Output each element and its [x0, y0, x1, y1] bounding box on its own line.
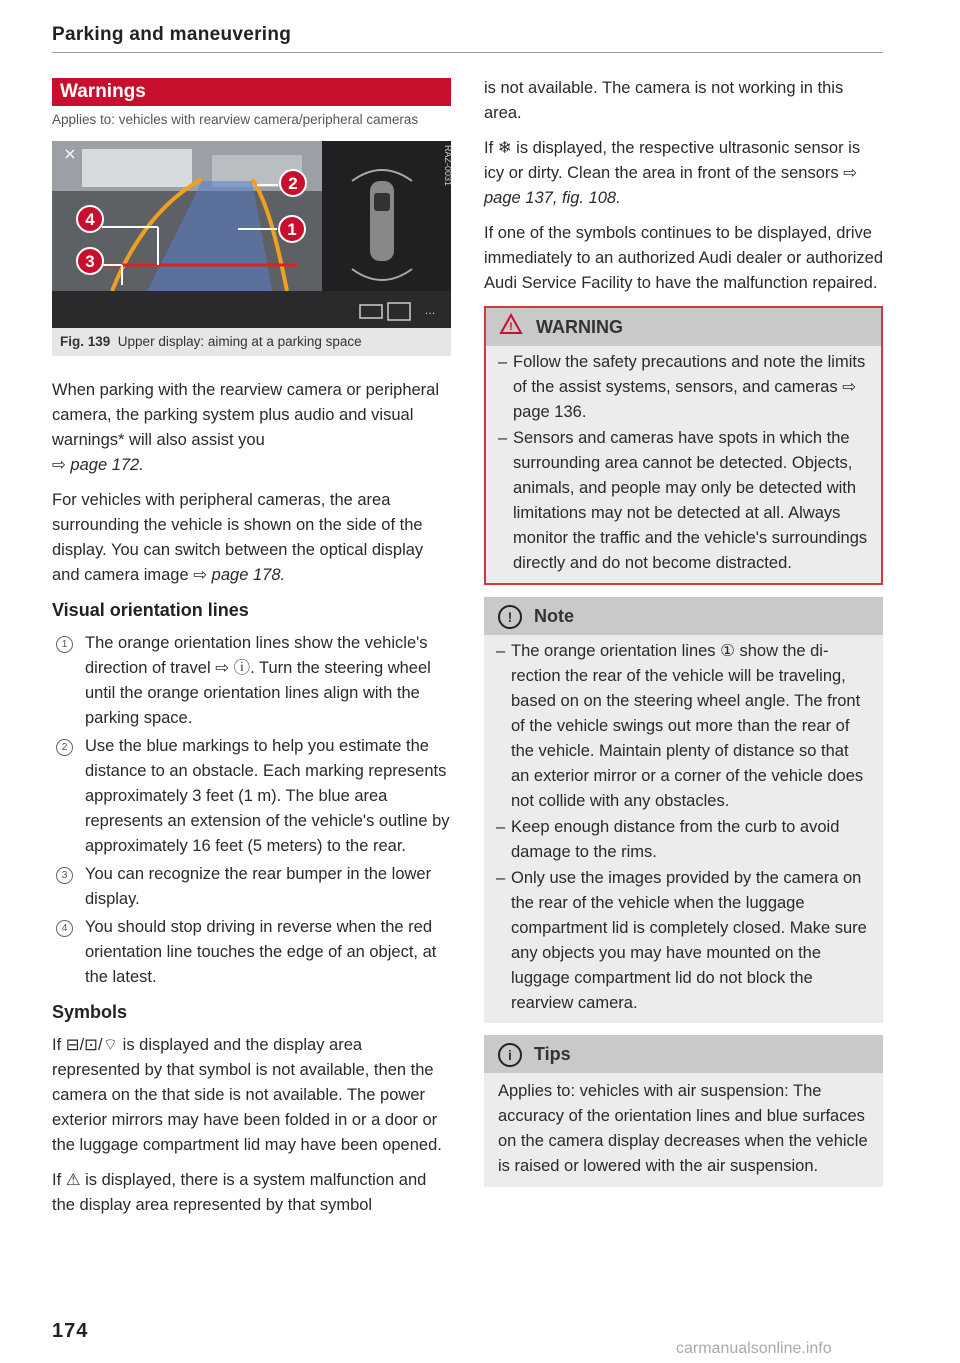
callout-3-label: 3 — [85, 252, 95, 271]
note-header — [484, 597, 883, 635]
left-column — [52, 78, 451, 1228]
note-box — [484, 597, 883, 1023]
symbols-paragraph-2: If ⚠ is displayed, there is a system malfunction and the display area represented by that symbol — [52, 1171, 427, 1214]
warning-triangle-icon — [500, 309, 522, 347]
symbols-heading: Symbols — [52, 1002, 128, 1022]
note-title: Note — [534, 606, 574, 626]
svg-text:!: ! — [509, 321, 513, 334]
warning-title: WARNING — [536, 317, 623, 337]
car-windshield — [374, 193, 390, 211]
watermark: carmanualsonline.info — [676, 1340, 832, 1357]
dealer-paragraph: If one of the symbols continues to be displayed, drive immediately to an authorized Audi dealer or authorized Audi Service Facility to have the malfunction repaired. — [484, 224, 883, 292]
figure-code: RAZ-0031 — [443, 145, 453, 187]
tips-title: Tips — [534, 1044, 571, 1064]
info-icon: i — [498, 1043, 522, 1067]
header-divider — [52, 52, 883, 53]
note-list — [496, 639, 871, 1016]
peripheral-paragraph — [52, 488, 451, 588]
page-137-link[interactable]: ⇨ page 137, fig. 108. — [484, 164, 858, 207]
warning-body — [486, 346, 881, 583]
tips-header — [484, 1035, 883, 1073]
intro-paragraph — [52, 378, 451, 478]
tips-body: Applies to: vehicles with air suspension: The accuracy of the orientation lines and blue surfaces on the camera display decreases when the vehicle is raised or lowered with the air suspension. — [484, 1073, 883, 1187]
list-item-text: Use the blue markings to help you estimate the distance to an obstacle. Each marking represents approximately 3 feet (1 m). The blue area represents an extension of the vehicle's outline by approximately 16 feet (5 meters) to the rear. — [85, 737, 450, 855]
close-icon: × — [63, 144, 77, 163]
figure-label: Fig. 139 — [60, 334, 111, 349]
intro-text: When parking with the rearview camera or peripheral camera, the parking system plus audio and visual warnings* will also assist you — [52, 381, 440, 449]
list-item — [52, 915, 451, 990]
symbols-paragraph-1: If ⊟/⊡/⌔ is displayed and the display area represented by that symbol is not available, then the camera on the that side is not available. The power exterior mirrors may have been folded in or a door or the luggage compartment lid may have been opened. — [52, 1036, 442, 1154]
warning-list — [498, 350, 869, 576]
number-badge: 1 — [56, 636, 73, 653]
ultrasonic-paragraph — [484, 136, 883, 211]
orientation-lines-list — [52, 631, 451, 990]
list-item: – Only use the images provided by the camera on the rear of the vehicle when the luggage compartment lid is completely closed. Make sure any objects you may have mounted on the luggage compartment lid do not block the rearview camera. — [496, 866, 871, 1016]
peripheral-text: For vehicles with peripheral cameras, the area surrounding the vehicle is shown on the side of the display. You can switch between the optical display and camera image — [52, 491, 424, 584]
applies-note: Applies to: vehicles with rearview camera/peripheral cameras — [52, 112, 419, 127]
orientation-lines-heading: Visual orientation lines — [52, 600, 249, 620]
list-item — [52, 734, 451, 859]
warning-box — [484, 306, 883, 585]
list-item — [52, 631, 451, 731]
callout-1-label: 1 — [287, 220, 297, 239]
display-bottom-bar — [52, 291, 451, 328]
figure-caption-text: Upper display: aiming at a parking space — [117, 334, 362, 349]
callout-4-label: 4 — [85, 210, 95, 229]
page-number: 174 — [52, 1320, 89, 1342]
list-item — [52, 862, 451, 912]
note-exclamation-icon: ! — [498, 605, 522, 629]
list-item-text: You should stop driving in reverse when the red orientation line touches the edge of an object, at the latest. — [85, 918, 437, 986]
warning-header — [486, 308, 881, 346]
number-badge: 3 — [56, 867, 73, 884]
camera-figure — [52, 141, 451, 328]
list-item-text: You can recognize the rear bumper in the lower display. — [85, 865, 432, 908]
section-title: Warnings — [52, 78, 451, 106]
callout-2-label: 2 — [288, 174, 298, 193]
list-item: – The orange orientation lines ① show the direction the rear of the vehicle will be traveling, based on on the steering wheel angle. The front of the vehicle swings out more than the rear of the vehicle. Maintain plenty of distance so that an exterior mirror or a corner of the vehicle does not collide with any obstacles. — [496, 639, 871, 814]
page-172-link[interactable]: ⇨ page 172. — [52, 456, 144, 474]
number-badge: 2 — [56, 739, 73, 756]
ultrasonic-text: If ❄ is displayed, the respective ultrasonic sensor is icy or dirty. Clean the area in front of the sensors — [484, 139, 861, 182]
page-178-link[interactable]: ⇨ page 178. — [193, 566, 286, 584]
tips-box — [484, 1035, 883, 1187]
list-item: – Keep enough distance from the curb to avoid damage to the rims. — [496, 815, 871, 865]
number-badge: 4 — [56, 920, 73, 937]
camera-display-illustration — [52, 141, 451, 328]
list-item-text: The orange orientation lines show the vehicle's direction of travel ⇨ ⓘ. Turn the steering wheel until the orange orientation lines align with the parking space. — [85, 634, 431, 727]
running-header: Parking and maneuvering — [52, 24, 292, 45]
list-item: – Sensors and cameras have spots in which the surrounding area cannot be detected. Objects, animals, and people may only be detected with limitations may not be detected at all. Always monitor the traffic and the vehicle's surroundings directly and do not become distracted. — [498, 426, 869, 576]
continued-paragraph: is not available. The camera is not working in this area. — [484, 79, 844, 122]
right-column — [484, 76, 883, 1187]
list-item: – Follow the safety precautions and note the limits of the assist systems, sensors, and cameras ⇨ page 136. — [498, 350, 869, 425]
parked-car-shape — [82, 149, 192, 187]
note-body — [484, 635, 883, 1023]
figure-caption — [52, 328, 451, 356]
menu-icon: ··· — [424, 307, 436, 320]
